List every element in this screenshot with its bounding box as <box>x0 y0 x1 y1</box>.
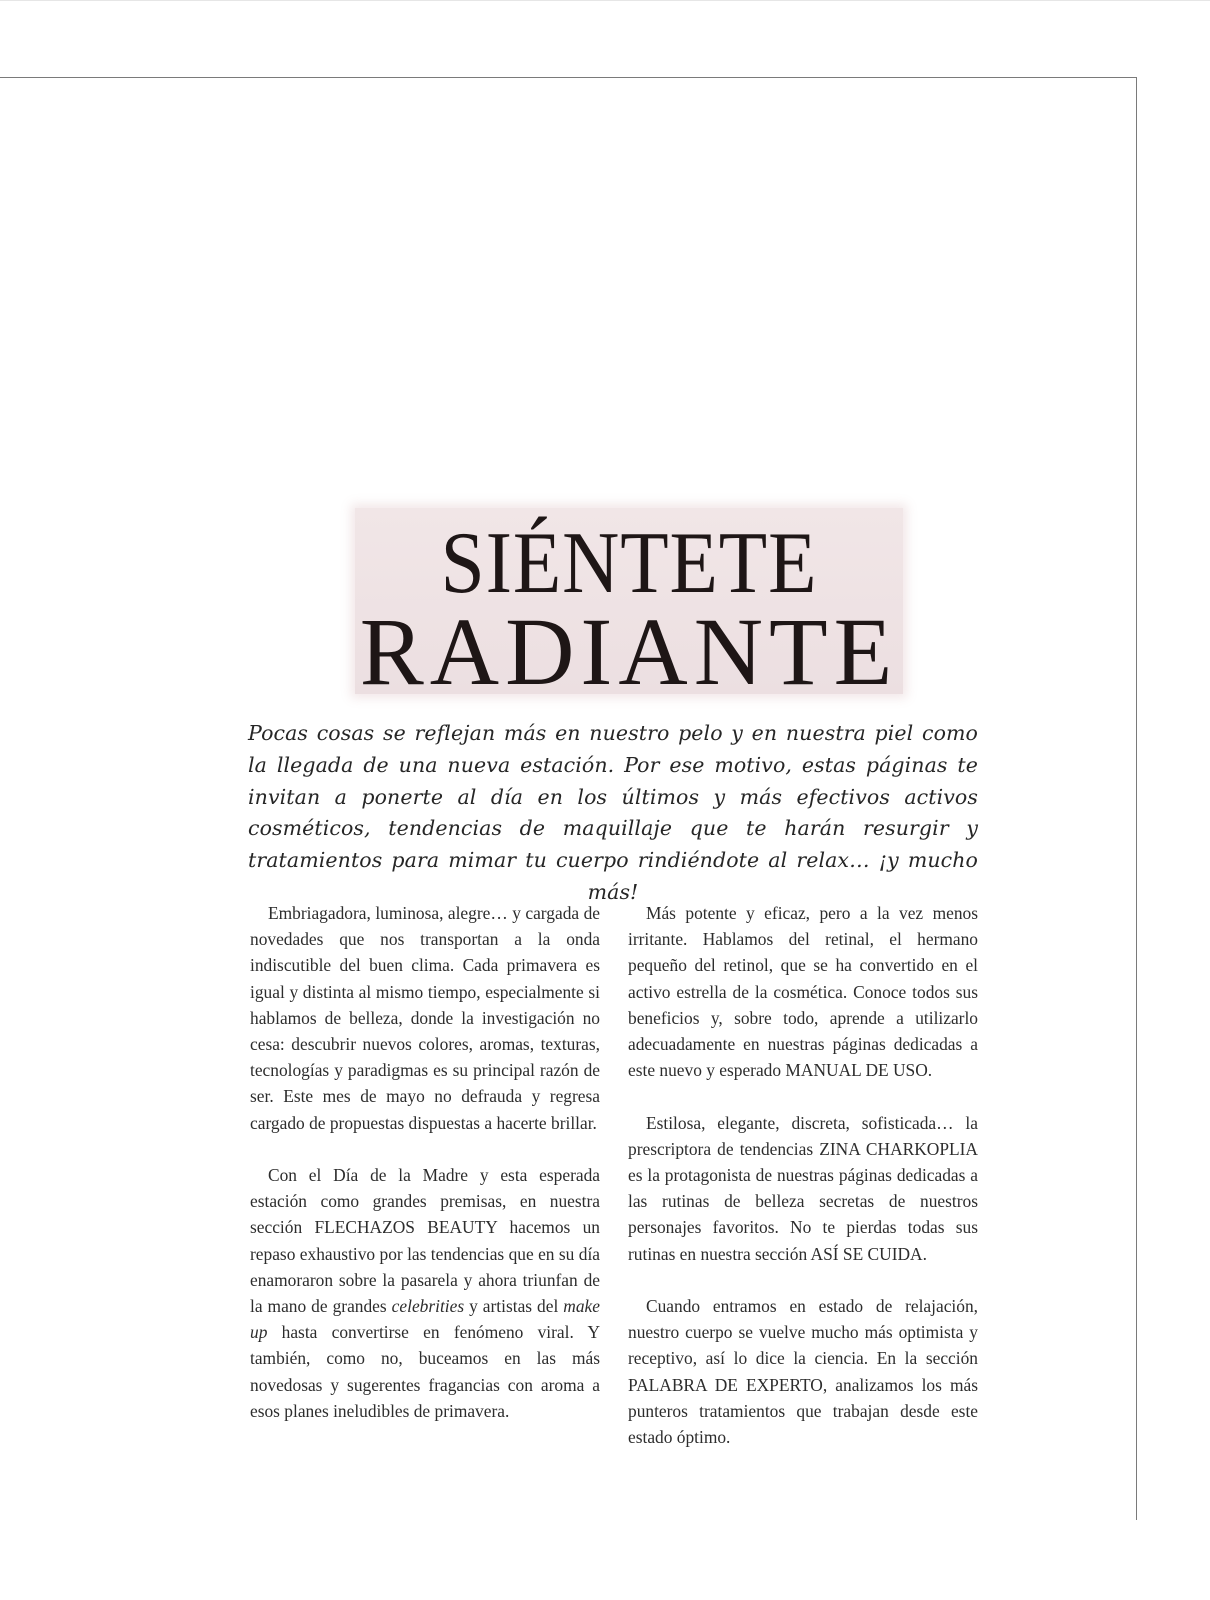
article-column-right <box>628 900 978 1476</box>
article-column-left <box>250 900 600 1450</box>
left-paragraph-1: Embriagadora, luminosa, alegre… y cargada de novedades que nos transportan a la onda indiscutible del buen clima. Cada primavera es igual y distinta al mismo tiempo, especialmente si hablamos de belleza, donde la investigación no cesa: descubrir nuevos colores, aromas, texturas, tecnologías y paradigmas es su principal razón de ser. Este mes de mayo no defrauda y regresa cargado de propuestas dispuestas a hacerte brillar. <box>250 903 600 1133</box>
left-paragraph-2 <box>250 1162 600 1424</box>
intro-paragraph: Pocas cosas se reflejan más en nuestro pelo y en nuestra piel como la llegada de una nueva estación. Por ese motivo, estas páginas te invitan a ponerte al día en los últimos y más efectivos activos cosméticos, tendencias de maquillaje que te harán resurgir y tratamientos para mimar tu cuerpo rindiéndote al relax… ¡y mucho más! <box>248 721 978 904</box>
title-line-2: RADIANTE <box>359 598 899 705</box>
page-frame-top-line <box>0 77 1137 78</box>
left-paragraph-2-text-b: y artistas del <box>464 1296 564 1317</box>
left-paragraph-2-emphasis-make-up: make up <box>250 1296 600 1343</box>
left-paragraph-2-emphasis-celebrities: celebrities <box>391 1296 465 1317</box>
page-frame-right-line <box>1136 77 1137 1520</box>
right-paragraph-2: Estilosa, elegante, discreta, sofisticada… la prescriptora de tendencias ZINA CHARKOPLIA es la protagonista de nuestras páginas dedicadas a las rutinas de belleza secretas de nuestros personajes favoritos. No te pierdas todas sus rutinas en nuestra sección ASÍ SE CUIDA. <box>628 1112 978 1264</box>
title-block <box>355 508 903 705</box>
left-paragraph-2-text-c: hasta convertirse en fenómeno viral. Y también, como no, buceamos en las más novedosas y sugerentes fragancias con aroma a esos planes ineludibles de primavera. <box>250 1322 600 1421</box>
left-paragraph-2-text-a: Con el Día de la Madre y esta esperada estación como grandes premisas, en nuestra sección FLECHAZOS BEAUTY hacemos un repaso exhaustivo por las tendencias que en su día enamoraron sobre la pasarela y ahora triunfan de la mano de grandes <box>250 1165 600 1317</box>
top-edge-rule <box>0 0 1210 1</box>
right-paragraph-3: Cuando entramos en estado de relajación, nuestro cuerpo se vuelve mucho más optimista y receptivo, así lo dice la ciencia. En la sección PALABRA DE EXPERTO, analizamos los más punteros tratamientos que trabajan desde este estado óptimo. <box>628 1296 978 1448</box>
title-line-1: SIÉNTETE <box>440 515 818 612</box>
right-paragraph-1: Más potente y eficaz, pero a la vez menos irritante. Hablamos del retinal, el hermano pequeño del retinol, que se ha convertido en el activo estrella de la cosmética. Conoce todos sus beneficios y, sobre todo, aprende a utilizarlo adecuadamente en nuestras páginas dedicadas a este nuevo y esperado MANUAL DE USO. <box>628 903 978 1081</box>
